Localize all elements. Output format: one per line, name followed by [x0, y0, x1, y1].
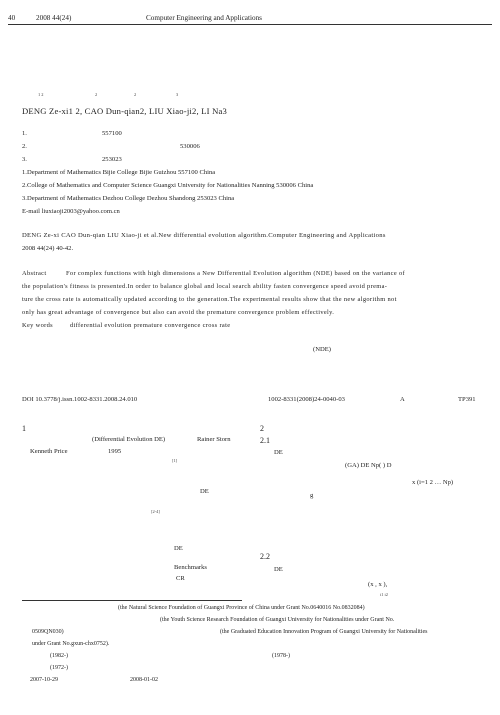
author-price: Kenneth Price — [30, 448, 68, 455]
keywords-label: Key words — [22, 322, 54, 329]
issue-info: 2008 44(24) — [36, 14, 72, 22]
affil-cn-2-num: 2. — [22, 143, 27, 150]
de-right-1: DE — [274, 449, 283, 456]
author-sup-3: 2 — [134, 92, 137, 97]
cr-label: CR — [176, 575, 185, 582]
section-1-heading: 1 — [22, 424, 26, 433]
author-line: DENG Ze-xi1 2, CAO Dun-qian2, LIU Xiao-ji2, LI Na3 — [22, 106, 227, 116]
affil-cn-3-code: 253023 — [102, 156, 122, 163]
affil-en-3: 3.Department of Mathematics Dezhou College Dezhou Shandong 253023 China — [22, 195, 235, 202]
g-symbol: g — [310, 492, 314, 499]
abstract-line-3: ture the cross rate is automatically updated according to the generation.The experimental results show that the new algorithm not — [22, 296, 397, 303]
xp-subscripts: i1 i2 — [380, 592, 388, 597]
footnote-author-2: (1978-) — [272, 653, 290, 659]
footnote-4: (the Graduated Education Innovation Program of Guangxi University for Nationalities — [220, 629, 428, 635]
affil-cn-1-code: 557100 — [102, 130, 122, 137]
clc-number: TP391 — [458, 396, 476, 403]
year-1995: 1995 — [108, 448, 122, 455]
footnote-rule — [22, 600, 242, 601]
author-sup-1: 1 2 — [38, 92, 44, 97]
section-2-heading: 2 — [260, 424, 264, 433]
affil-en-1: 1.Department of Mathematics Bijie College Bijie Guizhou 557100 China — [22, 169, 216, 176]
abstract-line-4: only has great advantage of convergence but also can avoid the premature convergence problem effectively. — [22, 309, 335, 316]
footnote-author-3: (1972-) — [50, 665, 68, 671]
page-number: 40 — [8, 14, 16, 22]
benchmarks-label: Benchmarks — [174, 564, 207, 571]
section-2-1-heading: 2.1 — [260, 436, 270, 445]
cn-abstract-nde: (NDE) — [313, 346, 331, 353]
affil-cn-1-num: 1. — [22, 130, 27, 137]
abstract-line-1: For complex functions with high dimensions a New Differential Evolution algorithm (NDE) based on the variance of — [66, 270, 406, 277]
author-sup-2: 2 — [95, 92, 98, 97]
keywords-text: differential evolution premature convergence cross rate — [70, 322, 231, 329]
footnote-2: (the Youth Science Research Foundation of Guangxi University for Nationalities under Grant No. — [160, 617, 395, 623]
author-storn: Rainer Storn — [197, 436, 231, 443]
citation-line-1: DENG Ze-xi CAO Dun-qian LIU Xiao-ji et al.New differential evolution algorithm.Computer Engineering and Applications — [22, 232, 386, 239]
footnote-1: (the Natural Science Foundation of Guangxi Province of China under Grant No.0640016 No.0832084) — [118, 605, 365, 611]
journal-name: Computer Engineering and Applications — [146, 14, 262, 22]
abstract-line-2: the population's fitness is presented.In order to balance global and local search ability fasten convergence speed avoid prema- — [22, 283, 388, 290]
footnote-5: under Grant No.gxun-chx0752). — [32, 641, 110, 647]
received-date: 2007-10-29 — [30, 677, 58, 683]
footnote-3: 0509QN030) — [32, 629, 64, 635]
citation-line-2: 2008 44(24) 40-42. — [22, 245, 74, 252]
article-number: 1002-8331(2008)24-0040-03 — [268, 396, 345, 403]
de-ref-1: DE — [200, 488, 209, 495]
de-ref-2: DE — [174, 545, 183, 552]
email-line: E-mail liuxiaoji2003@yahoo.com.cn — [22, 208, 120, 215]
de-definition: (Differential Evolution DE) — [92, 436, 166, 443]
xi-line: x (i=1 2 … Np) — [412, 479, 454, 486]
section-2-2-heading: 2.2 — [260, 552, 270, 561]
header-rule — [8, 24, 492, 25]
affil-en-2: 2.College of Mathematics and Computer Science Guangxi University for Nationalities Nanning 530006 China — [22, 182, 314, 189]
ga-line: (GA) DE Np( ) D — [345, 462, 392, 469]
author-sup-4: 3 — [176, 92, 179, 97]
abstract-label: Abstract — [22, 270, 47, 277]
footnote-author-1: (1982-) — [50, 653, 68, 659]
revised-date: 2008-01-02 — [130, 677, 158, 683]
affil-cn-3-num: 3. — [22, 156, 27, 163]
ref-2-4: [2-4] — [151, 509, 160, 514]
affil-cn-2-code: 530006 — [180, 143, 200, 150]
document-code: A — [400, 396, 405, 403]
ref-1: [1] — [172, 458, 178, 463]
xp-line: (x , x ), — [368, 581, 388, 588]
doi: DOI 10.3778/j.issn.1002-8331.2008.24.010 — [22, 396, 138, 403]
de-right-2: DE — [274, 566, 283, 573]
